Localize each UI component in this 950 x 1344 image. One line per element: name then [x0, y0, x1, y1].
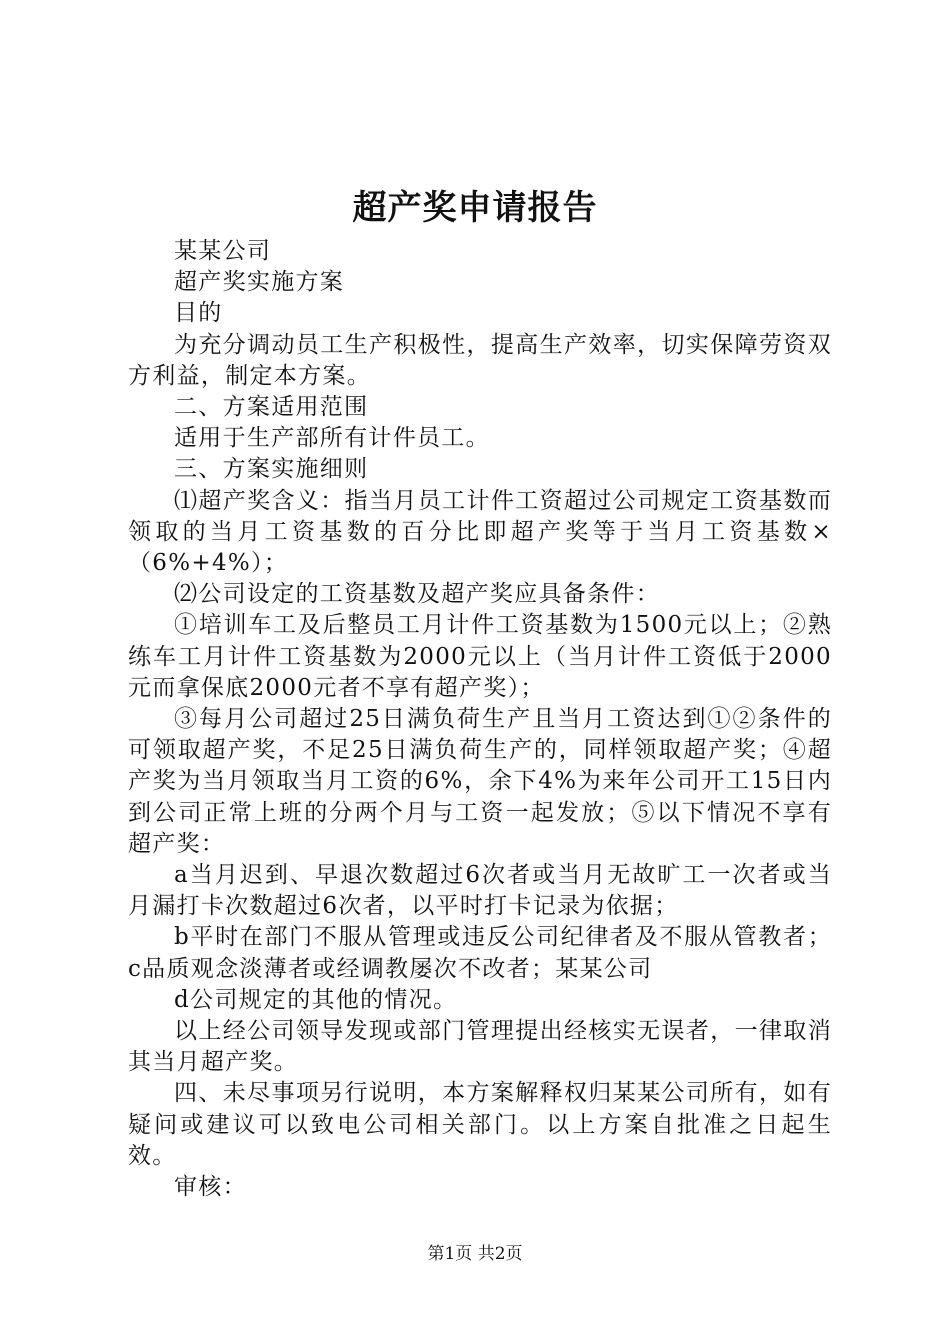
paragraph-cancellation: 以上经公司领导发现或部门管理提出经核实无误者，一律取消其当月超产奖。: [128, 1018, 832, 1076]
document-body: [128, 236, 832, 1203]
paragraph-final-section: 四、未尽事项另行说明，本方案解释权归某某公司所有，如有疑问或建议可以致电公司相关部门。以上方案自批准之日起生效。: [128, 1080, 832, 1169]
paragraph-rule-2: ⑵公司设定的工资基数及超产奖应具备条件：: [174, 581, 660, 608]
document-title: 超产奖申请报告: [352, 188, 598, 228]
paragraph-plan-title: 超产奖实施方案: [174, 269, 345, 296]
paragraph-review: 审核：: [174, 1174, 247, 1201]
paragraph-purpose: 为充分调动员工生产积极性，提高生产效率，切实保障劳资双方利益，制定本方案。: [128, 331, 832, 389]
paragraph-scope-heading: 二、方案适用范围: [174, 394, 369, 421]
paragraph-purpose-heading: 目的: [174, 300, 223, 327]
paragraph-conditions-1-2: ①培训车工及后整员工月计件工资基数为1500元以上；②熟练车工月计件工资基数为2000元以上（当月计件工资低于2000元而拿保底2000元者不享有超产奖）；: [128, 612, 832, 701]
paragraph-exclusion-a: a当月迟到、早退次数超过6次者或当月无故旷工一次者或当月漏打卡次数超过6次者，以平时打卡记录为依据；: [128, 862, 832, 920]
page-number-footer: 第1页 共2页: [427, 1244, 523, 1264]
paragraph-exclusion-b-c: b平时在部门不服从管理或违反公司纪律者及不服从管教者；c品质观念淡薄者或经调教屡次不改者；某某公司: [128, 924, 832, 982]
paragraph-rule-1: ⑴超产奖含义：指当月员工计件工资超过公司规定工资基数而领取的当月工资基数的百分比即超产奖等于当月工资基数×（6%+4%）；: [128, 487, 832, 577]
paragraph-company: 某某公司: [174, 238, 272, 264]
paragraph-rules-heading: 三、方案实施细则: [174, 456, 369, 483]
paragraph-conditions-3-5: ③每月公司超过25日满负荷生产且当月工资达到①②条件的可领取超产奖，不足25日满负荷生产的，同样领取超产奖；④超产奖为当月领取当月工资的6%，余下4%为来年公司开工15日内到公司正常上班的分两个月与工资一起发放；⑤以下情况不享有超产奖：: [128, 706, 832, 857]
paragraph-scope: 适用于生产部所有计件员工。: [174, 425, 490, 452]
paragraph-exclusion-d: d公司规定的其他的情况。: [174, 986, 458, 1013]
